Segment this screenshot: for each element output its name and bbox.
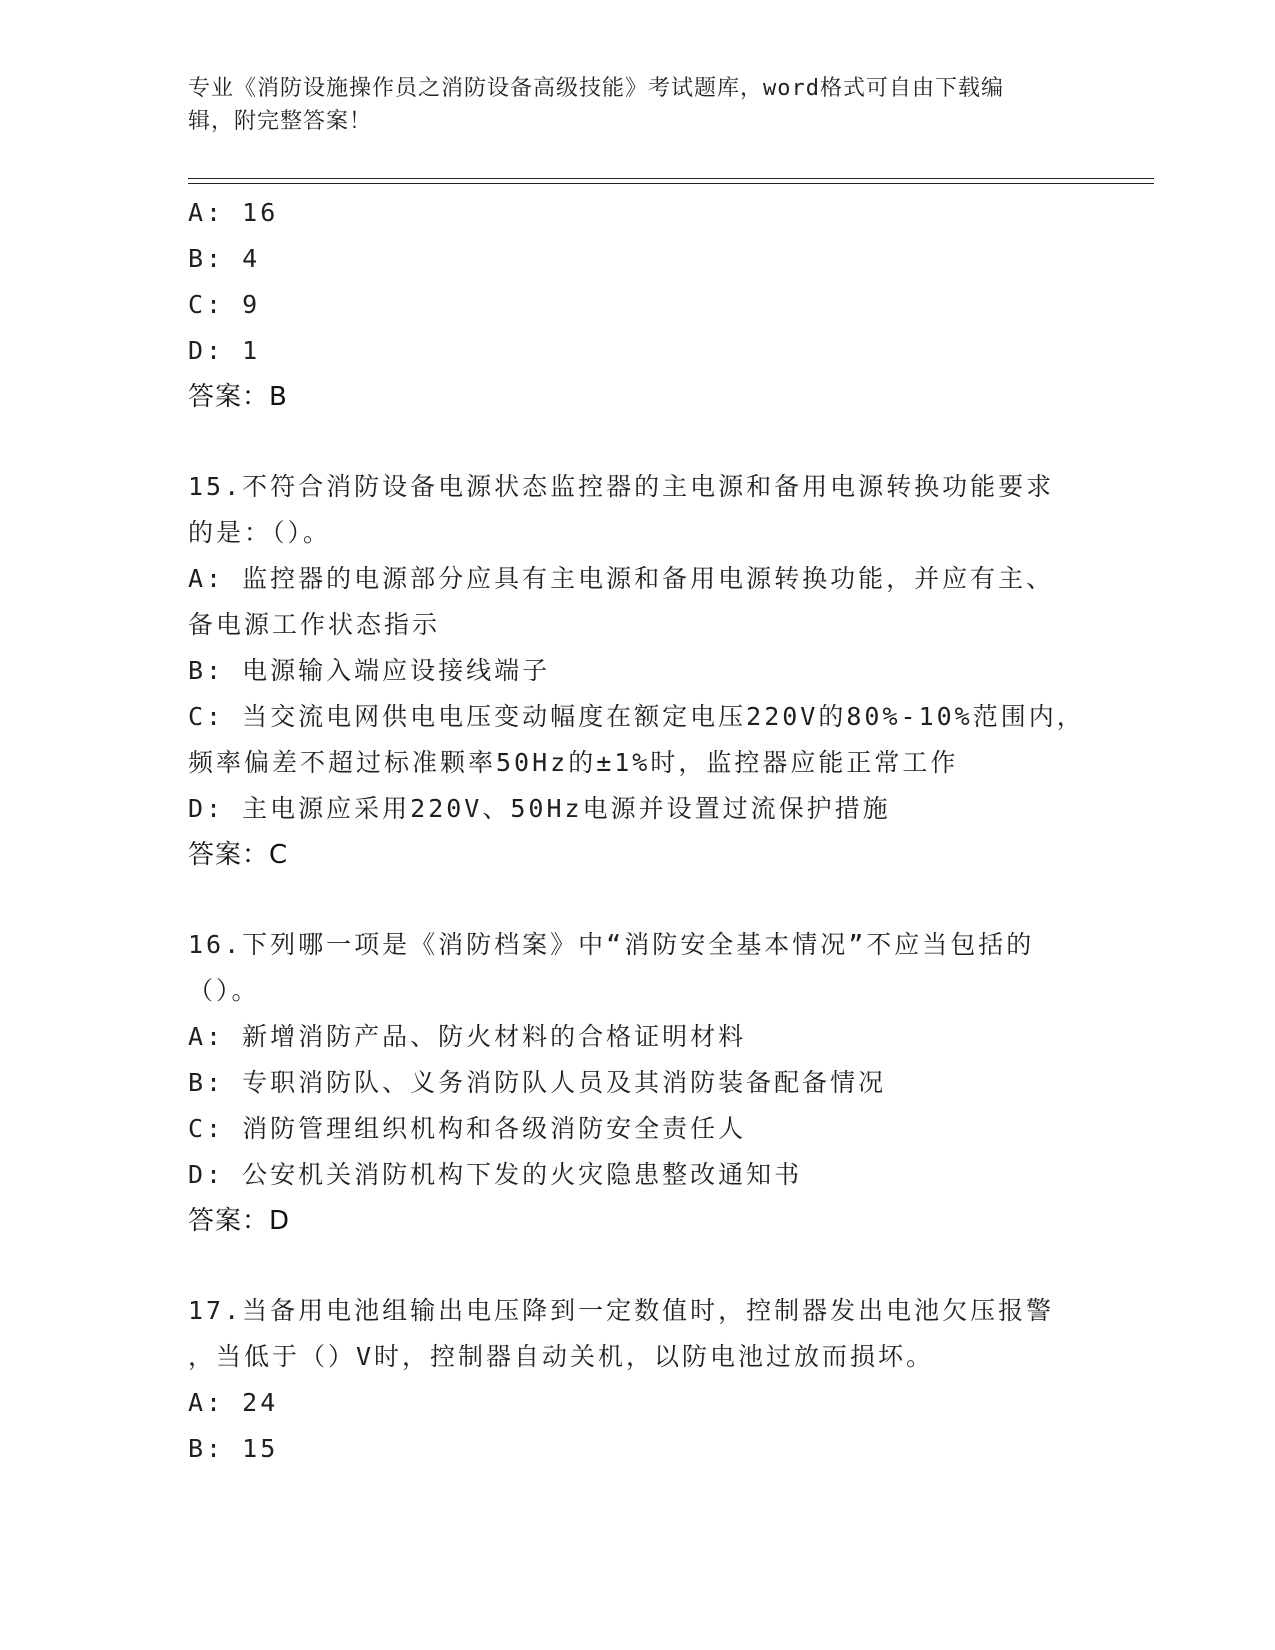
option-b: B: 专职消防队、义务消防队人员及其消防装备配备情况 — [188, 1068, 887, 1097]
question-17 — [188, 1288, 1108, 1472]
question-14 — [188, 190, 1108, 420]
question-stem: 15.不符合消防设备电源状态监控器的主电源和备用电源转换功能要求 — [188, 472, 1055, 501]
option-c-cont: 频率偏差不超过标准颗率50Hz的±1%时，监控器应能正常工作 — [188, 748, 959, 777]
option-d: D: 1 — [188, 336, 261, 365]
question-stem: 16.下列哪一项是《消防档案》中“消防安全基本情况”不应当包括的 — [188, 930, 1035, 959]
question-16 — [188, 922, 1108, 1244]
option-a: A: 监控器的电源部分应具有主电源和备用电源转换功能，并应有主、 — [188, 564, 1055, 593]
option-b: B: 4 — [188, 244, 261, 273]
header-line-2: 辑，附完整答案！ — [188, 109, 373, 134]
answer: 答案：C — [188, 840, 289, 870]
question-15 — [188, 464, 1108, 878]
answer: 答案：B — [188, 382, 288, 412]
document-header — [188, 72, 1088, 138]
option-a: A: 新增消防产品、防火材料的合格证明材料 — [188, 1022, 747, 1051]
header-rule-bottom — [188, 183, 1154, 184]
question-stem-cont: 的是：（）。 — [188, 518, 332, 547]
question-stem-cont: ，当低于（）V时，控制器自动关机，以防电池过放而损坏。 — [188, 1342, 935, 1371]
spacer — [188, 1244, 1108, 1288]
question-stem: 17.当备用电池组输出电压降到一定数值时，控制器发出电池欠压报警 — [188, 1296, 1055, 1325]
option-c: C: 当交流电网供电电压变动幅度在额定电压220V的80%-10%范围内， — [188, 702, 1085, 731]
spacer — [188, 878, 1108, 922]
option-d: D: 公安机关消防机构下发的火灾隐患整改通知书 — [188, 1160, 803, 1189]
question-stem-cont: （）。 — [188, 976, 260, 1005]
option-a: A: 16 — [188, 198, 279, 227]
header-line-1: 专业《消防设施操作员之消防设备高级技能》考试题库，word格式可自由下载编 — [188, 76, 1004, 101]
spacer — [188, 420, 1108, 464]
option-b: B: 电源输入端应设接线端子 — [188, 656, 551, 685]
question-list — [188, 190, 1108, 1472]
header-rule-top — [188, 178, 1154, 179]
answer: 答案：D — [188, 1206, 291, 1236]
option-a: A: 24 — [188, 1388, 279, 1417]
option-c: C: 9 — [188, 290, 261, 319]
option-c: C: 消防管理组织机构和各级消防安全责任人 — [188, 1114, 747, 1143]
option-b: B: 15 — [188, 1434, 279, 1463]
option-a-cont: 备电源工作状态指示 — [188, 610, 441, 639]
option-d: D: 主电源应采用220V、50Hz电源并设置过流保护措施 — [188, 794, 891, 823]
